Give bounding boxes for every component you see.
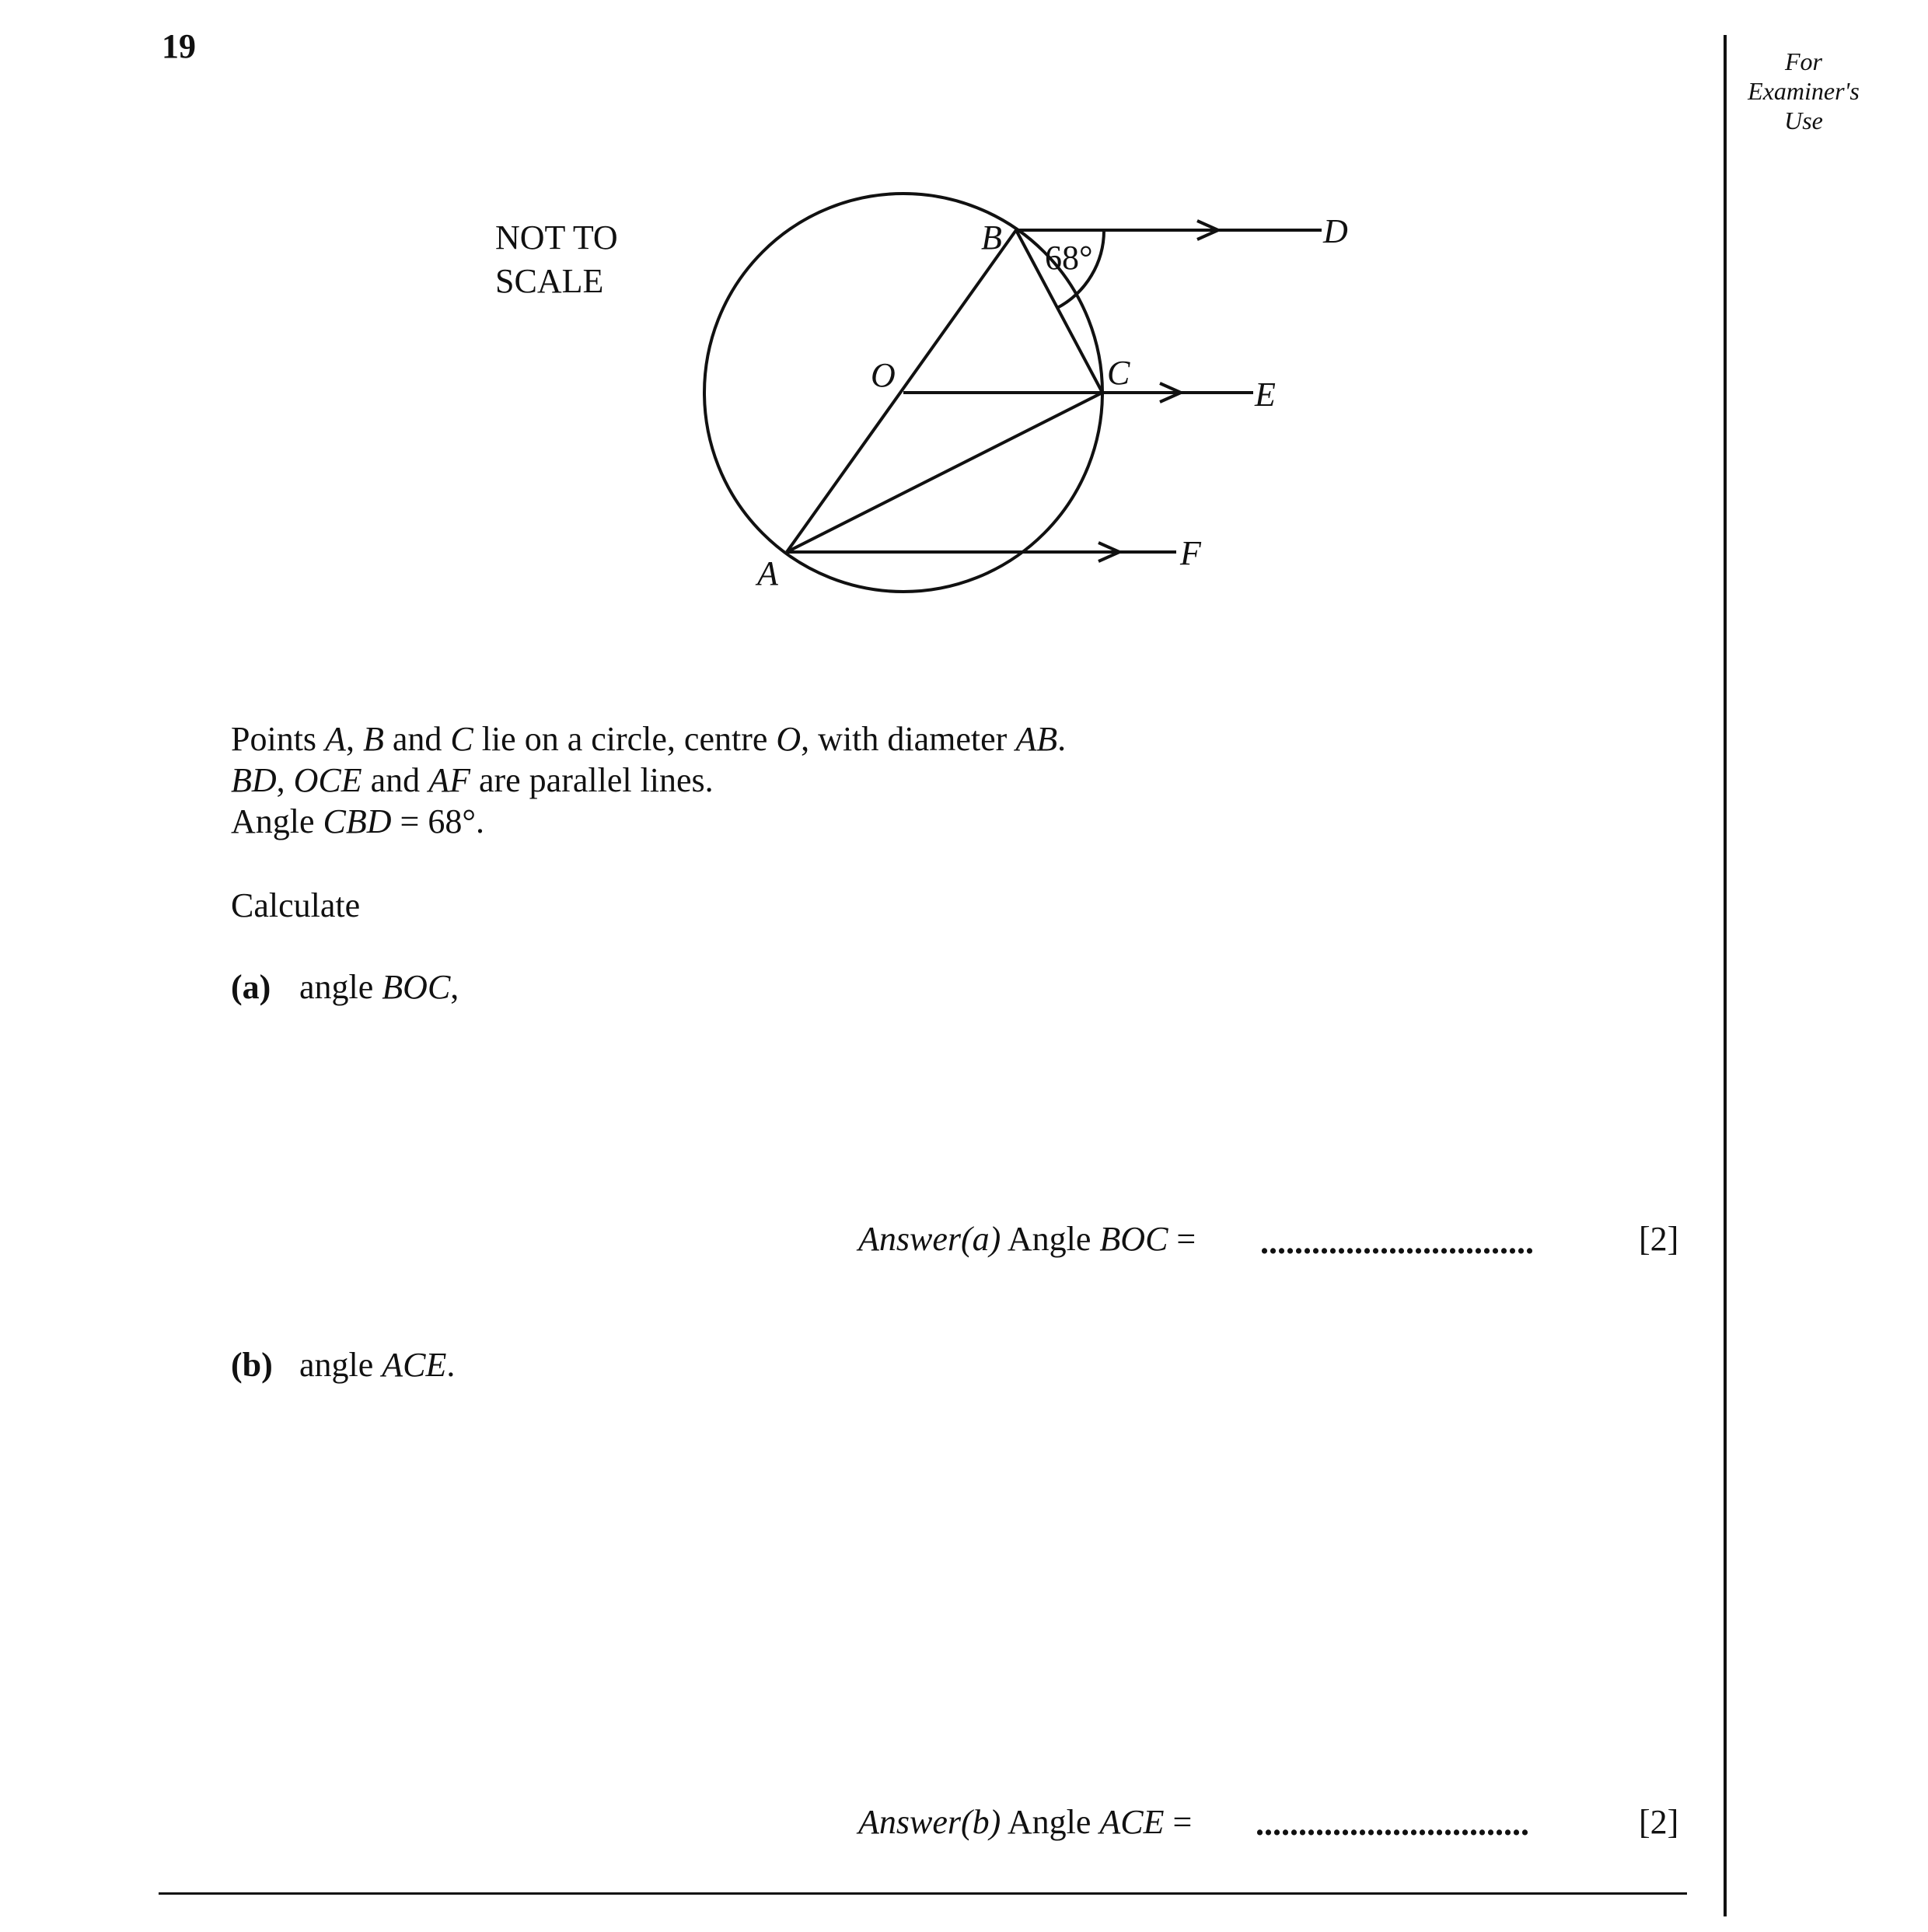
label-a: A xyxy=(757,554,778,592)
part-b-label: (b) xyxy=(231,1346,273,1384)
label-e: E xyxy=(1255,376,1276,414)
part-a-question: (a) angle BOC, xyxy=(231,968,459,1006)
chord-ac xyxy=(787,393,1102,552)
label-c: C xyxy=(1107,354,1130,392)
question-stem xyxy=(231,718,1066,842)
examiner-line-2: Examiner's xyxy=(1748,77,1860,105)
stem-line-1: Points A, B and C lie on a circle, centre O, with diameter AB. xyxy=(231,720,1067,758)
examiner-line-1: For xyxy=(1785,47,1822,75)
instruction-calculate: Calculate xyxy=(231,886,361,924)
angle-label-68: 68° xyxy=(1045,239,1093,277)
stem-line-2: BD, OCE and AF are parallel lines. xyxy=(231,761,714,799)
footer-rule xyxy=(159,1892,1687,1895)
examiner-line-3: Use xyxy=(1784,107,1823,135)
label-o: O xyxy=(871,356,896,394)
label-d: D xyxy=(1323,212,1348,250)
part-b-question: (b) angle ACE. xyxy=(231,1346,456,1384)
stem-line-3: Angle CBD = 68°. xyxy=(231,802,484,840)
label-b: B xyxy=(981,218,1002,257)
answer-b-marks: [2] xyxy=(1639,1803,1679,1841)
answer-a-field[interactable]: ................................ xyxy=(1260,1223,1534,1261)
answer-b-field[interactable]: ................................ xyxy=(1256,1804,1529,1843)
part-a-label: (a) xyxy=(231,968,271,1006)
scale-note-line-2: SCALE xyxy=(495,262,604,300)
question-number: 19 xyxy=(162,27,196,65)
scale-note-line-1: NOT TO xyxy=(495,218,618,257)
answer-a-label: Answer(a) Angle BOC = xyxy=(858,1220,1196,1258)
answer-b-label: Answer(b) Angle ACE = xyxy=(858,1803,1193,1841)
label-f: F xyxy=(1180,534,1201,572)
answer-a-marks: [2] xyxy=(1639,1220,1679,1258)
circle-geometry-diagram xyxy=(0,0,1928,700)
